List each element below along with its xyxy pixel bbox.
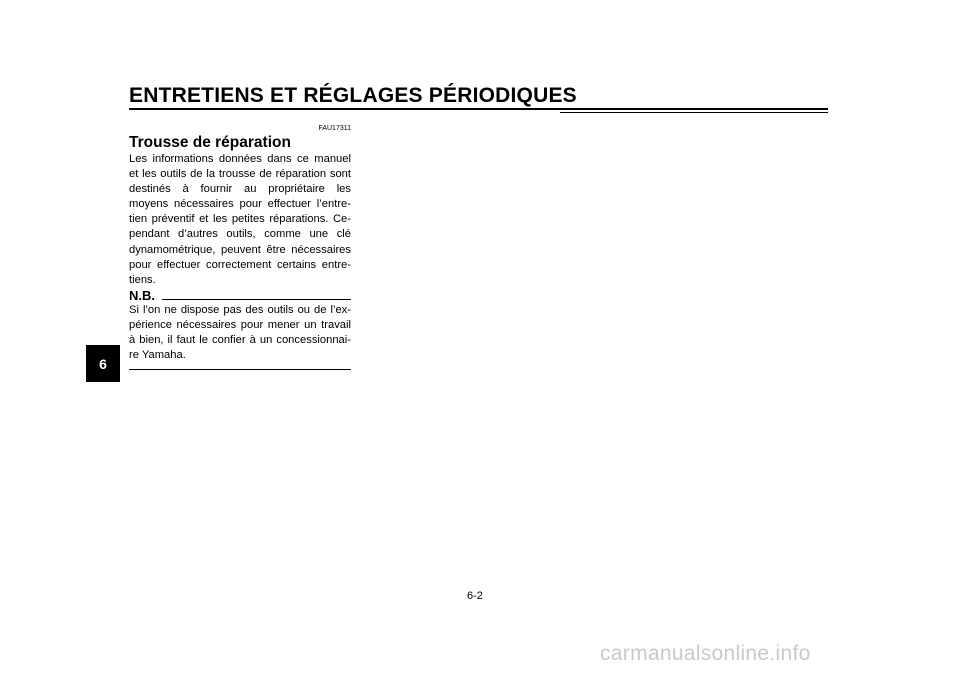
note-line: re Yamaha. bbox=[129, 349, 186, 362]
note-line: à bien, il faut le confier à un concessionnai- bbox=[129, 334, 351, 347]
page-header-title: ENTRETIENS ET RÉGLAGES PÉRIODIQUES bbox=[129, 84, 577, 107]
body-line: pour effectuer correctement certains entre- bbox=[129, 258, 351, 271]
body-line: moyens nécessaires pour effectuer l’entre- bbox=[129, 198, 351, 211]
note-line: périence nécessaires pour mener un travail bbox=[129, 319, 351, 332]
watermark: carmanualsonline.info bbox=[600, 642, 811, 665]
note-body bbox=[129, 303, 351, 363]
body-line: destinés à fournir au propriétaire les bbox=[129, 183, 351, 196]
body-line: et les outils de la trousse de réparation sont bbox=[129, 168, 351, 181]
header-rule-thin bbox=[560, 112, 828, 113]
note-line: Si l’on ne dispose pas des outils ou de l’ex- bbox=[129, 304, 351, 316]
section-body bbox=[129, 152, 351, 288]
section-title: Trousse de réparation bbox=[129, 134, 291, 151]
body-line: pendant d’autres outils, comme une clé bbox=[129, 228, 351, 241]
section-code: FAU17311 bbox=[318, 125, 351, 132]
header-rule-thick bbox=[129, 108, 828, 110]
chapter-tab: 6 bbox=[86, 345, 120, 382]
note-rule-top bbox=[162, 299, 351, 300]
body-line: tiens. bbox=[129, 273, 156, 286]
body-line: tien préventif et les petites réparations. Ce- bbox=[129, 213, 351, 226]
page-number: 6-2 bbox=[467, 590, 483, 602]
note-rule-bottom bbox=[129, 369, 351, 370]
body-line: Les informations données dans ce manuel bbox=[129, 153, 351, 165]
note-label: N.B. bbox=[129, 288, 155, 303]
body-line: dynamométrique, peuvent être nécessaires bbox=[129, 243, 351, 256]
